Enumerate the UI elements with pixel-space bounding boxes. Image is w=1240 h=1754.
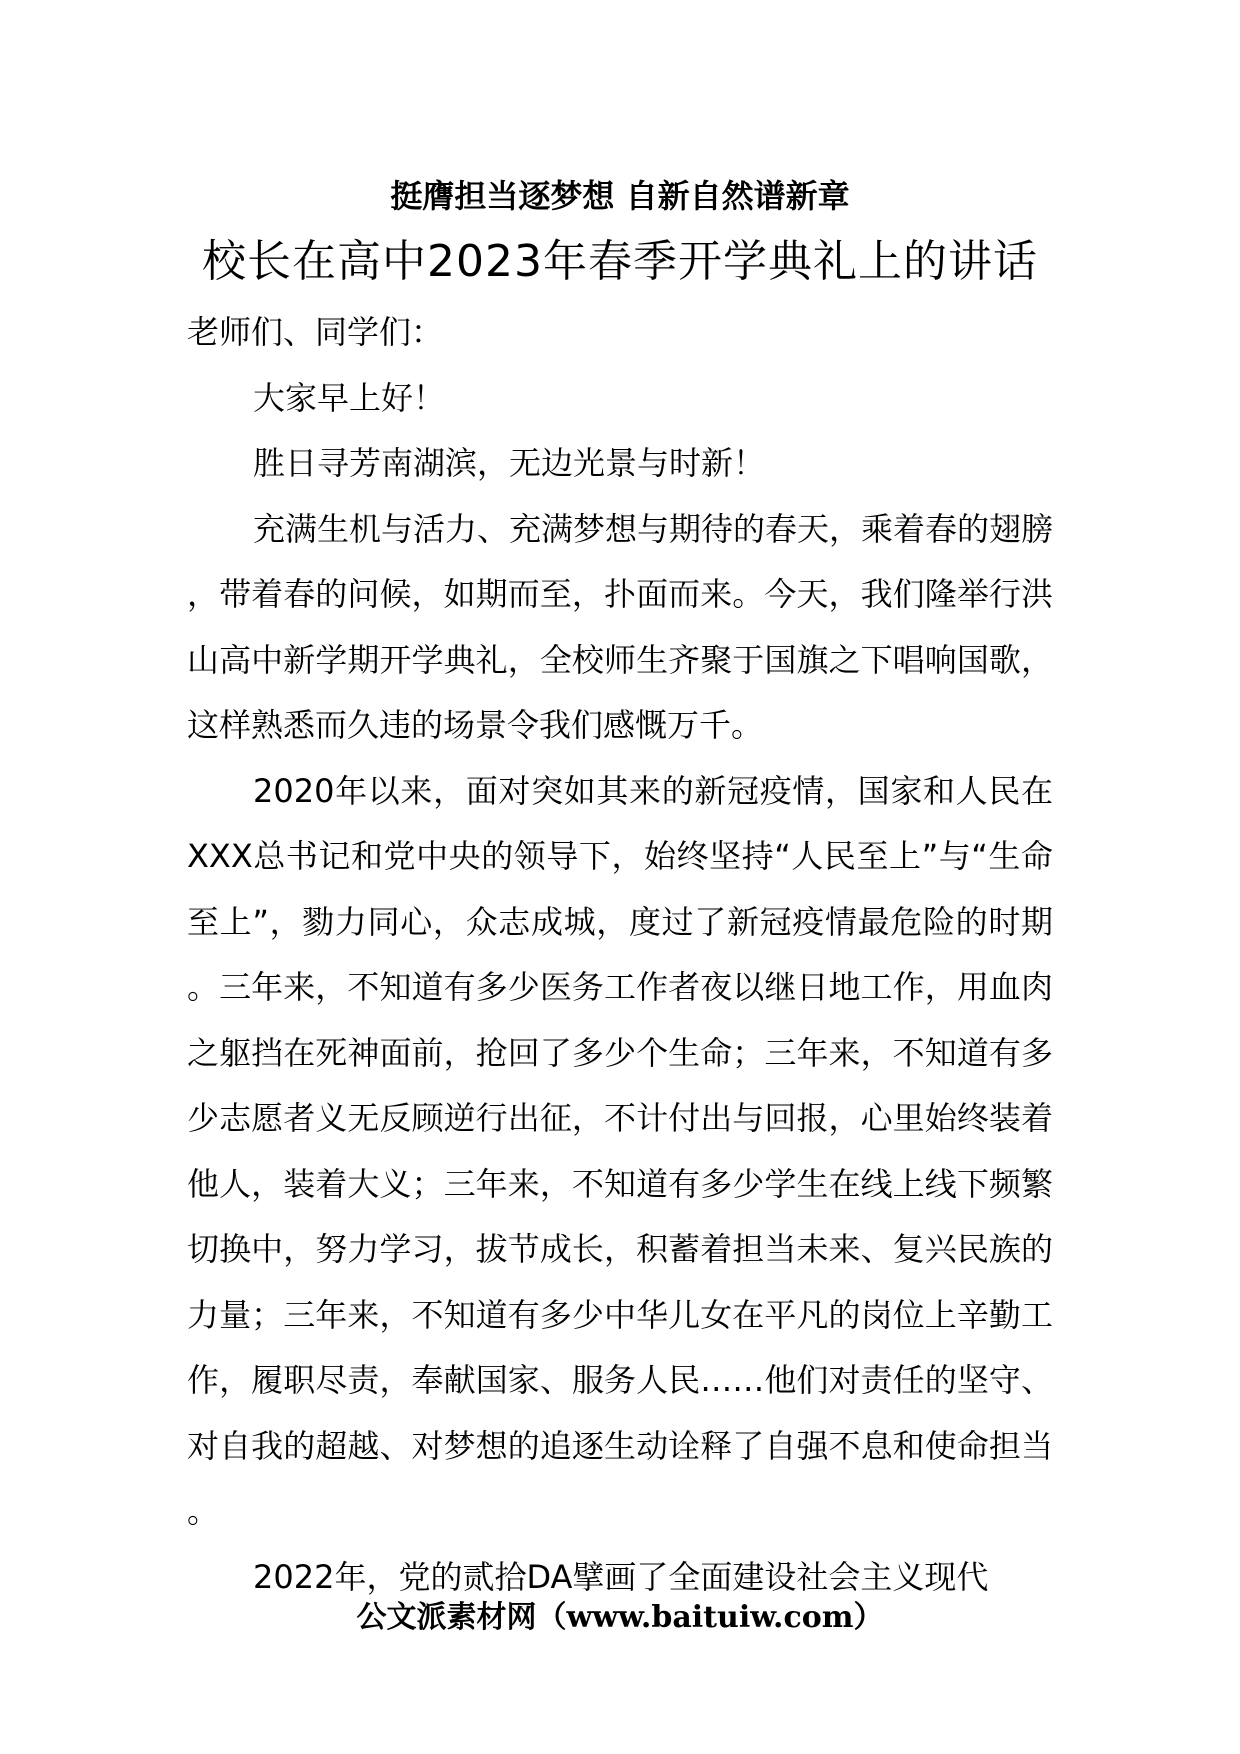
paragraph-verse: 胜日寻芳南湖滨，无边光景与时新！: [253, 444, 766, 482]
paragraph-spring: 充满生机与活力、充满梦想与期待的春天，乘着春的翅膀，带着春的问候，如期而至，扑面而来。今天，我们隆举行洪山高中新学期开学典礼，全校师生齐聚于国旗之下唱响国歌，这样熟悉而久违的场景令我们感慨万千。: [187, 509, 1054, 744]
document-title: 挺膺担当逐梦想 自新自然谱新章: [390, 177, 850, 215]
footer-watermark: 公文派素材网（www.baituiw.com）: [356, 1600, 884, 1635]
paragraph-pandemic: 2020年以来，面对突如其来的新冠疫情，国家和人民在XXX总书记和党中央的领导下，始终坚持“人民至上”与“生命至上”，勠力同心，众志成城，度过了新冠疫情最危险的时期。三年来，不知道有多少医务工作者夜以继日地工作，用血肉之躯挡在死神面前，抢回了多少个生命；三年来，不知道有多少志愿者义无反顾逆行出征，不计付出与回报，心里始终装着他人，装着大义；三年来，不知道有多少学生在线上线下频繁切换中，努力学习，拔节成长，积蓄着担当未来、复兴民族的力量；三年来，不知道有多少中华儿女在平凡的岗位上辛勤工作，履职尽责，奉献国家、服务人民……他们对责任的坚守、对自我的超越、对梦想的追逐生动诠释了自强不息和使命担当。: [187, 771, 1053, 1530]
document-subtitle: 校长在高中2023年春季开学典礼上的讲话: [202, 236, 1038, 287]
paragraph-greeting: 大家早上好！: [253, 378, 446, 417]
document-body: [187, 300, 1053, 1610]
paragraph-2022: 2022年，党的贰拾DA擘画了全面建设社会主义现代: [253, 1557, 989, 1596]
salutation: 老师们、同学们：: [187, 313, 444, 351]
